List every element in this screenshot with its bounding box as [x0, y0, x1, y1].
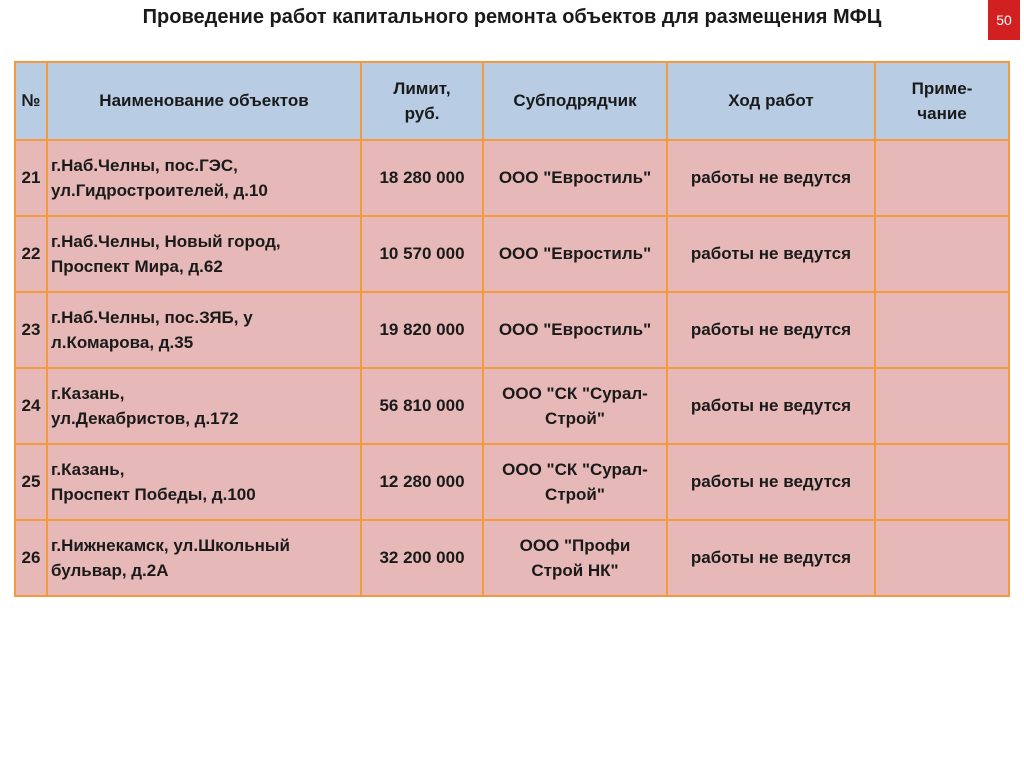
row-limit: 32 200 000	[361, 520, 483, 596]
row-number: 23	[15, 292, 47, 368]
row-note	[875, 216, 1009, 292]
table-row	[15, 520, 1009, 596]
row-object-line1: г.Нижнекамск, ул.Школьный	[51, 535, 290, 555]
row-number: 26	[15, 520, 47, 596]
page-title: Проведение работ капитального ремонта объектов для размещения МФЦ	[142, 6, 882, 28]
header-limit-line2: руб.	[404, 104, 440, 123]
row-limit: 56 810 000	[361, 368, 483, 444]
row-subcontractor-line1: ООО "СК "Сурал-	[502, 383, 648, 403]
table-row	[15, 444, 1009, 520]
row-subcontractor-line2: Строй НК"	[531, 561, 619, 580]
row-object-line2: л.Комарова, д.35	[51, 333, 194, 352]
row-note	[875, 292, 1009, 368]
row-object-line1: г.Наб.Челны, пос.ГЭС,	[51, 155, 238, 175]
row-object-line2: бульвар, д.2А	[51, 561, 169, 580]
row-progress: работы не ведутся	[667, 216, 875, 292]
row-subcontractor-line1: ООО "СК "Сурал-	[502, 459, 648, 479]
row-number: 21	[15, 140, 47, 216]
row-object	[47, 216, 361, 292]
row-number: 24	[15, 368, 47, 444]
row-object-line2: ул.Декабристов, д.172	[51, 409, 239, 428]
row-progress: работы не ведутся	[667, 292, 875, 368]
row-subcontractor	[483, 520, 667, 596]
row-subcontractor	[483, 140, 667, 216]
row-subcontractor	[483, 444, 667, 520]
row-subcontractor-line1: ООО "Евростиль"	[498, 168, 652, 188]
row-number: 22	[15, 216, 47, 292]
table-row	[15, 368, 1009, 444]
row-note	[875, 140, 1009, 216]
row-subcontractor-line1: ООО "Евростиль"	[498, 244, 652, 264]
row-object-line2: ул.Гидростроителей, д.10	[51, 181, 268, 200]
header-num: №	[15, 62, 47, 140]
row-subcontractor-line2: Строй"	[545, 409, 605, 428]
header-progress: Ход работ	[667, 62, 875, 140]
row-subcontractor	[483, 368, 667, 444]
row-object-line1: г.Казань,	[51, 459, 125, 479]
header-note	[875, 62, 1009, 140]
header-note-line2: чание	[917, 104, 967, 123]
row-subcontractor-line2: Строй"	[545, 485, 605, 504]
table-row	[15, 140, 1009, 216]
row-subcontractor-line1: ООО "Евростиль"	[498, 320, 652, 340]
table-header-row	[15, 62, 1009, 140]
header-object: Наименование объектов	[47, 62, 361, 140]
row-object-line1: г.Казань,	[51, 383, 125, 403]
header-subcontractor: Субподрядчик	[483, 62, 667, 140]
slide-number-badge: 50	[988, 0, 1020, 40]
row-note	[875, 444, 1009, 520]
header-limit	[361, 62, 483, 140]
row-limit: 19 820 000	[361, 292, 483, 368]
row-number: 25	[15, 444, 47, 520]
row-object-line1: г.Наб.Челны, пос.ЗЯБ, у	[51, 307, 253, 327]
table-row	[15, 292, 1009, 368]
header-limit-line1: Лимит,	[393, 78, 451, 98]
row-progress: работы не ведутся	[667, 140, 875, 216]
row-limit: 12 280 000	[361, 444, 483, 520]
row-limit: 10 570 000	[361, 216, 483, 292]
row-subcontractor-line1: ООО "Профи	[519, 535, 631, 555]
row-note	[875, 368, 1009, 444]
repair-works-table	[14, 61, 1010, 597]
row-progress: работы не ведутся	[667, 444, 875, 520]
row-object	[47, 292, 361, 368]
row-object-line1: г.Наб.Челны, Новый город,	[51, 231, 281, 251]
header-note-line1: Приме-	[911, 78, 973, 98]
row-object	[47, 368, 361, 444]
row-object	[47, 140, 361, 216]
row-object	[47, 520, 361, 596]
row-note	[875, 520, 1009, 596]
row-object	[47, 444, 361, 520]
row-limit: 18 280 000	[361, 140, 483, 216]
row-subcontractor	[483, 216, 667, 292]
row-progress: работы не ведутся	[667, 368, 875, 444]
row-object-line2: Проспект Мира, д.62	[51, 257, 223, 276]
table-row	[15, 216, 1009, 292]
row-subcontractor	[483, 292, 667, 368]
row-object-line2: Проспект Победы, д.100	[51, 485, 256, 504]
row-progress: работы не ведутся	[667, 520, 875, 596]
